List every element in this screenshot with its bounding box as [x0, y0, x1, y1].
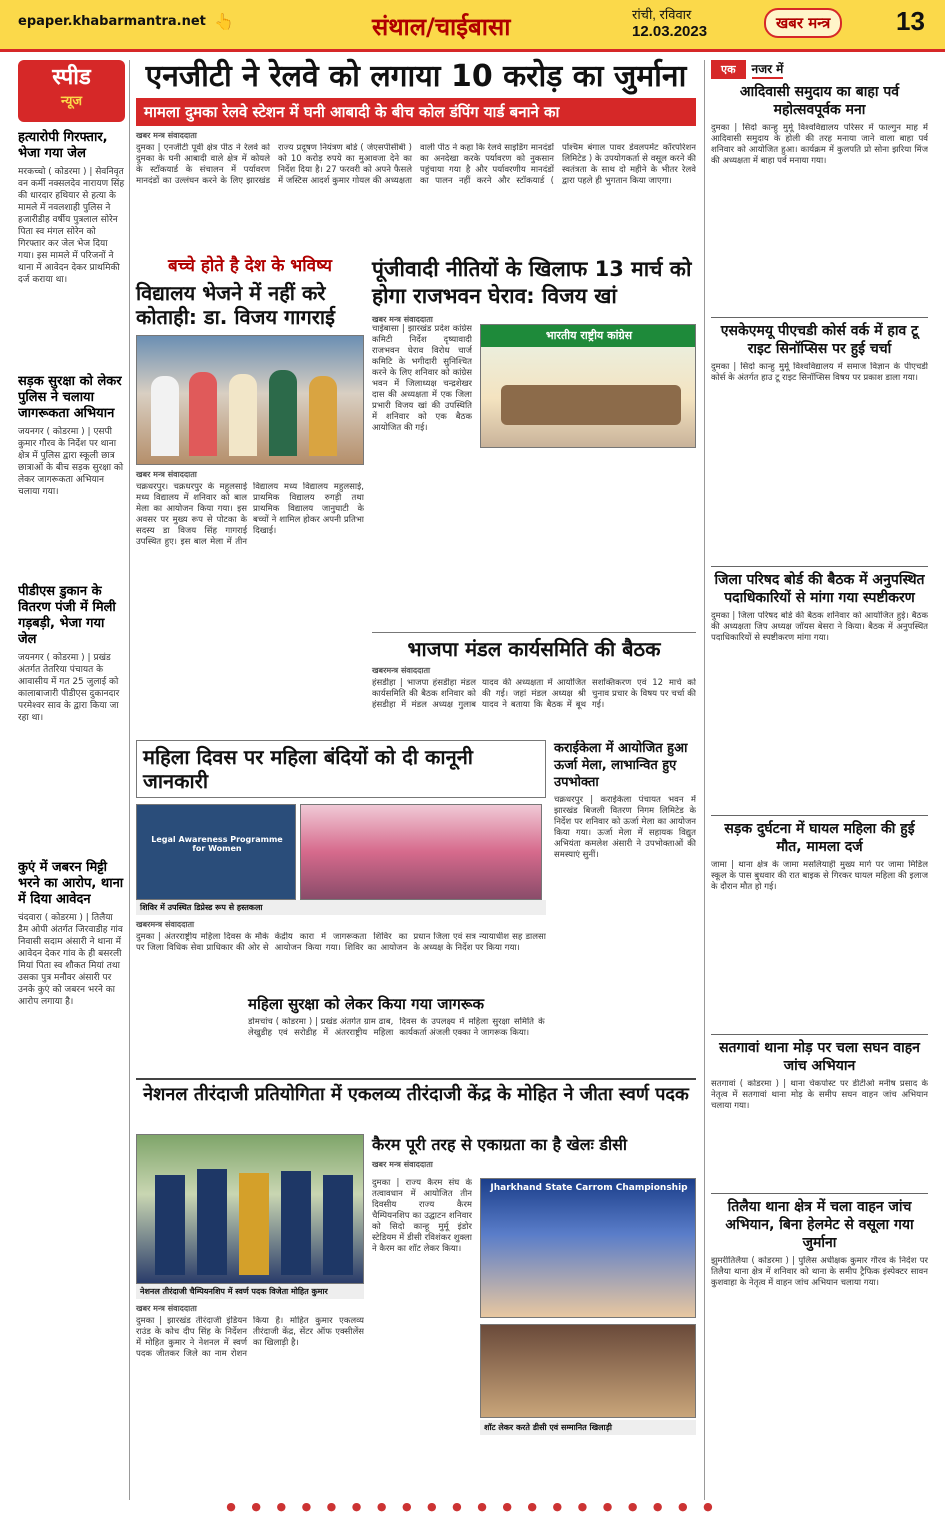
main-news-area [136, 60, 696, 1500]
right-story-text: दुमका | सिदो कान्हु मुर्मू विश्वविद्यालय में समाज विज्ञान के पीएचडी कोर्स के अंतर्गत हाउ टू राइट सिनॉप्सिस विषय पर प्रकाश डाला गया। [711, 362, 928, 383]
archery-caption: नेशनल तीरंदाजी चैम्पियनशिप में स्वर्ण पदक विजेता मोहित कुमार [136, 1284, 364, 1299]
carrom-headline: कैरम पूरी तरह से एकाग्रता का है खेलः डीसी [372, 1135, 628, 1154]
site-url[interactable]: epaper.khabarmantra.net [18, 14, 206, 29]
section-title: संथाल/चाईबासा [372, 13, 511, 41]
womens-day-photos [136, 804, 546, 900]
lead-story[interactable] [136, 60, 696, 248]
brief-text: मरकच्चो ( कोडरमा ) | सेवनिवृत वन कर्मी नक्सलदेव नारायण सिंह की धारदार हथियार से हत्या के मामले में नवलशाही पुलिस ने हजारीडीह वर्षीय पुत्रलाल सोरेन पिता स्व मंगल सोरेन को गिरफ्तार कर जेल भेज दिया गया। इस मामले में परिजनों ने थाना में आवेदन देकर प्राथमिकी दर्ज कराया था। [18, 167, 125, 285]
rajbhavan-byline: खबर मन्त्र संवाददाता [372, 315, 433, 324]
divider [711, 1193, 928, 1194]
school-headline: विद्यालय भेजने में नहीं करे कोताही: डा. विजय गागराई [136, 281, 335, 329]
school-photo [136, 335, 364, 465]
dateline [632, 6, 707, 40]
legal-awareness-banner: Legal Awareness Programme for Women [151, 835, 283, 853]
womens-day-text: दुमका | अंतरराष्ट्रीय महिला दिवस के मौके पर जिला विधिक सेवा प्राधिकार की ओर से केंद्रीय कारा में जागरूकता शिविर का आयोजन किया गया। शिविर का आयोजन प्रधान जिला एवं सत्र न्यायाधीश सह डालसा के अध्यक्ष के निर्देश पर किया गया। [136, 932, 546, 953]
womens-day-caption: शिविर में उपस्थित डिप्रेस्ड रूप से हस्तकला [136, 900, 546, 915]
at-a-glance-column [704, 60, 928, 1500]
archery-text: दुमका | झारखंड तीरंदाजी इंडियन राउंड के कोच दीप सिंह के निर्देशन में मोहित कुमार ने नेशनल में स्वर्ण पदक जीतकर जिले का नाम रोशन किया है। मोहित कुमार एकलव्य तीरंदाजी केंद्र, सेंटर ऑफ एक्सीलेंस का खिलाड़ी है। [136, 1316, 364, 1359]
right-story-title[interactable]: जिला परिषद बोर्ड की बैठक में अनुपस्थित पदाधिकारियों से मांगा गया स्पष्टीकरण [714, 572, 925, 606]
carrom-story[interactable] [372, 1134, 696, 1498]
speed-news-logo-line1: स्पीड [52, 65, 91, 90]
womens-day-byline: खबरमन्त्र संवाददाता [136, 920, 195, 929]
speed-news-logo [18, 60, 125, 122]
divider [711, 1034, 928, 1035]
carrom-text: दुमका | राज्य कैरम संघ के तत्वावधान में आयोजित तीन दिवसीय राज्य कैरम चैम्पियनशिप का उद्घाटन शनिवार को सिदो कान्हू मुर्मू इंडोर स्टेडियम में डीसी रविशंकर शुक्ला ने कैरम का शॉट लेकर किया। [372, 1178, 472, 1254]
divider [711, 815, 928, 816]
masthead-bar [0, 0, 945, 52]
lead-text: दुमका | एनजीटी पूर्वी क्षेत्र पीठ ने रेलवे को दुमका के घनी आबादी वाले क्षेत्र में कोयले के स्टॉकयार्ड के संचालन में पर्यावरण मानदंडों का उल्लंघन करने के लिए झारखंड राज्य प्रदूषण नियंत्रण बोर्ड ( जेएसपीसीबी ) को 10 करोड़ रुपये का मुआवजा देने का निर्देश दिया है। 27 फरवरी को अपने फैसले में जस्टिस आदर्श कुमार गोयल की अध्यक्षता वाली पीठ ने कहा कि रेलवे साइडिंग मानदंडों का अनदेखा करके पर्यावरण को नुकसान पहुंचाया गया है और पर्यावरणीय मानदंडों का पालन नहीं करने और स्टॉकयार्ड ( पश्चिम बंगाल पावर डेवलपमेंट कॉरपोरेशन लिमिटेड ) के उपयोगकर्ता से वसूल करने की स्वतंत्रता के साथ दो महीने के भीतर रेलवे द्वारा पहले ही भुगतान किया जाएगा। [136, 143, 696, 186]
congress-photo [480, 324, 696, 448]
brief-title[interactable]: कुएं में जबरन मिट्टी भरने का आरोप, थाना में दिया आवेदन [18, 860, 124, 907]
right-story-text: दुमका | सिदो कान्हु मुर्मू विश्वविद्यालय परिसर में फाल्गुन माह में आदिवासी समुदाय के होली की तरह मनाया जाने वाला बाहा पर्व शनिवार को आयोजित हुआ। कार्यक्रम में कुलपति प्रो सोना झरिया मिंज की अध्यक्षता में बाहा पर्व मनाया गया। [711, 123, 928, 166]
right-story-title[interactable]: तिलैया थाना क्षेत्र में चला वाहन जांच अभियान, बिना हेलमेट से वसूला गया जुर्माना [725, 1199, 914, 1251]
carrom-caption: शॉट लेकर करते डीसी एवं सम्मानित खिलाड़ी [480, 1420, 696, 1435]
right-story-text: जामा | थाना क्षेत्र के जामा मसलियाही मुख्य मार्ग पर जामा मिडिल स्कूल के पास बुधवार की रात बाइक से गिरकर घायल महिला की इलाज के दौरान मौत हो गई। [711, 860, 928, 892]
carrom-banner: Jharkhand State Carrom Championship [490, 1183, 688, 1193]
archery-story[interactable] [136, 1078, 696, 1498]
rajbhavan-text-col [372, 324, 472, 624]
archery-byline: खबर मन्त्र संवाददाता [136, 1304, 197, 1313]
brief-title[interactable]: हत्यारोपी गिरफ्तार, भेजा गया जेल [18, 130, 108, 161]
brief-text: चंदवारा ( कोडरमा ) | तिलैया डैम ओपी अंतर्गत जिरवाडीह गांव निवासी सदाम अंसारी ने थाना में आवेदन देकर गांव के ही बसरली मियां पिता स्व शौकत मियां तथा उसका पुत्र मनौवर अंसारी पर उनके कुएं को जबरन भरने का आरोप लगाया है। [18, 913, 123, 1007]
carrom-photo-bottom [480, 1324, 696, 1418]
audience-photo [300, 804, 542, 900]
divider [711, 566, 928, 567]
divider [711, 317, 928, 318]
archery-photo [136, 1134, 364, 1284]
congress-banner: भारतीय राष्ट्रीय कांग्रेस [481, 325, 696, 347]
brief-title[interactable]: पीडीएस डुकान के वितरण पंजी में मिली गड़बड़ी, भेजा गया जेल [18, 584, 116, 647]
right-story-text: सतगावां ( कोडरमा ) | थाना चेकपोस्ट पर डीटीओ मनीष प्रसाद के नेतृत्व में सतगावां थाना मोड़ के समीप सघन वाहन जांच अभियान चलाया गया। [711, 1079, 928, 1111]
lead-subhead: मामला दुमका रेलवे स्टेशन में घनी आबादी के बीच कोल डंपिंग यार्ड बनाने का [136, 98, 696, 126]
brief-text: जयनगर ( कोडरमा ) | प्रखंड अंतर्गत तेतरिया पंचायत के आवासीय में गत 25 जुलाई को कालाबाजारी पीडीएस दुकानदार परमेश्वर साव के द्वारा किया जा रहा था। [18, 653, 120, 723]
safety-headline: महिला सुरक्षा को लेकर किया गया जागरूक [248, 995, 485, 1013]
safety-text: डोमचांच ( कोडरमा ) | प्रखंड अंतर्गत ग्राम ढाब, लेखुडीह एवं सरोडीह में अंतरराष्ट्रीय महिला दिवस के उपलक्ष्य में महिला सुरक्षा समिति के कार्यकर्ता अंजली एक्का ने जागरूक किया। [248, 1017, 545, 1038]
rajbhavan-headline: पूंजीवादी नीतियों के खिलाफ 13 मार्च को होगा राजभवन घेराव: विजय खां [372, 257, 692, 308]
school-byline: खबर मन्त्र संवाददाता [136, 470, 197, 479]
right-story-title[interactable]: आदिवासी समुदाय का बाहा पर्व महोत्सवपूर्वक मना [739, 84, 900, 118]
speed-news-column [18, 60, 130, 1500]
carrom-photo-top [480, 1178, 696, 1318]
tag-title: नजर में [752, 60, 784, 79]
tag-label: एक [711, 60, 746, 79]
school-text: चक्रधरपुर। चक्रधरपुर के महुलसाई मध्य विद्यालय में शनिवार को बाल मेला का आयोजन किया गया। इस अवसर पर मुख्य रूप से पोटका के सदस्य डा विजय सिंह गागराई उपस्थित हुए। इस बाल मेला में तीन विद्यालय मध्य विद्यालय महुलसाई, प्राथमिक विद्यालय रुगड़ी तथा प्राथमिक विद्यालय जानुघाटी के बच्चों ने शामिल होकर अपनी प्रतिभा दिखाई। [136, 482, 364, 547]
archery-left [136, 1134, 364, 1498]
bjp-headline: भाजपा मंडल कार्यसमिति की बैठक [372, 632, 696, 661]
archery-headline: नेशनल तीरंदाजी प्रतियोगिता में एकलव्य तीरंदाजी केंद्र के मोहित ने जीता स्वर्ण पदक [136, 1078, 696, 1106]
right-story-text: झुमरीतिलैया ( कोडरमा ) | पुलिस अधीक्षक कुमार गौरव के निर्देश पर तिलैया थाना क्षेत्र में शनिवार को थाना के समीप ट्रैफिक इंस्पेक्टर सावन कुशवाहा के नेतृत्व में वाहन जांच अभियान चलाया गया। [711, 1256, 928, 1288]
page-number: 13 [896, 6, 925, 36]
safety-story[interactable] [248, 994, 696, 1074]
right-story-title[interactable]: सतगावां थाना मोड़ पर चला सघन वाहन जांच अभियान [719, 1040, 920, 1074]
rajbhavan-text: चाईबासा | झारखंड प्रदेश कांग्रेस कमिटी निर्देश दृष्यावादी राजभवन घेराव विरोध चार्ज कमिटि के भगीदारी सुनिश्चित करने के लिए शनिवार को कांग्रेस भवन में जिलाध्यक्ष चन्द्रशेखर दास की अध्यक्षता में एक जिला प्रभारी विजय खां की उपस्थिति में शनिवार को एक बैठक आयोजित की गई। [372, 324, 472, 433]
rajbhavan-story[interactable] [372, 256, 696, 626]
mela-headline: कराईकेला में आयोजित हुआ ऊर्जा मेला, लाभान्वित हुए उपभोक्ता [554, 741, 688, 790]
brand-logo: खबर मन्त्र [764, 8, 842, 38]
speed-news-logo-line2: न्यूज [60, 94, 83, 109]
brief-text: जयनगर ( कोडरमा ) | एसपी कुमार गौरव के निर्देश पर थाना क्षेत्र में पुलिस द्वारा स्कूली छात्र छात्राओं के बीच सड़क सुरक्षा को लेकर जागरूकता अभियान चलाया गया। [18, 427, 124, 497]
lead-byline: खबर मन्त्र संवाददाता [136, 131, 197, 140]
school-story[interactable] [136, 256, 364, 726]
womens-day-story[interactable] [136, 740, 546, 990]
mela-text: चक्रधरपुर | कराईकेला पंचायत भवन में झारखंड बिजली वितरण निगम लिमिटेड के निर्देश पर शनिवार को ऊर्जा मेला का आयोजन किया गया। ऊर्जा मेला में सहायक विद्युत अभियंता कमलेश अंसारी ने उपभोक्ताओं की समस्याएं सुनीं। [554, 795, 696, 860]
school-kicker: बच्चे होते है देश के भविष्य [168, 256, 332, 276]
bjp-byline: खबरमन्त्र संवाददाता [372, 666, 431, 675]
lead-headline: एनजीटी ने रेलवे को लगाया 10 करोड़ का जुर्माना [145, 59, 687, 94]
mela-story[interactable] [554, 740, 696, 990]
registration-marks: ● ● ● ● ● ● ● ● ● ● ● ● ● ● ● ● ● ● ● ● [226, 1500, 719, 1513]
place-day: रांची, रविवार [632, 7, 692, 22]
bjp-story[interactable] [372, 632, 696, 736]
right-story-text: दुमका | जिला परिषद बोर्ड की बैठक शनिवार को आयोजित हुई। बैठक की अध्यक्षता जिप अध्यक्ष जॉयस बेसरा ने किया। बैठक में अनुपस्थित पदाधिकारियों से स्पष्टीकरण मांगा गया। [711, 611, 928, 643]
right-story-title[interactable]: सड़क दुर्घटना में घायल महिला की हुई मौत, मामला दर्ज [724, 821, 915, 855]
legal-awareness-photo [136, 804, 296, 900]
womens-day-headline: महिला दिवस पर महिला बंदियों को दी कानूनी जानकारी [136, 740, 546, 798]
right-story-title[interactable]: एसकेएमयू पीएचडी कोर्स वर्क में हाव टू राइट सिनॉप्सिस पर हुई चर्चा [720, 323, 919, 357]
at-a-glance-tag [711, 60, 928, 79]
pointer-cursor-icon: 👆 [214, 12, 234, 31]
bjp-text: हंसडीहा | भाजपा हंसडीहा मंडल कार्यसमिति की बैठक शनिवार को हंसडीहा में मंडल अध्यक्ष गुलाब यादव की अध्यक्षता में आयोजित की गई। जहां मंडल अध्यक्ष श्री यादव ने बताया कि बैठक में बूथ सशक्तिकरण एवं 12 मार्च को चुनाव प्रचार के विषय पर चर्चा की गई। [372, 678, 696, 710]
issue-date: 12.03.2023 [632, 23, 708, 40]
brief-title[interactable]: सड़क सुरक्षा को लेकर पुलिस ने चलाया जागरूकता अभियान [18, 374, 122, 421]
carrom-byline: खबर मन्त्र संवाददाता [372, 1160, 433, 1169]
